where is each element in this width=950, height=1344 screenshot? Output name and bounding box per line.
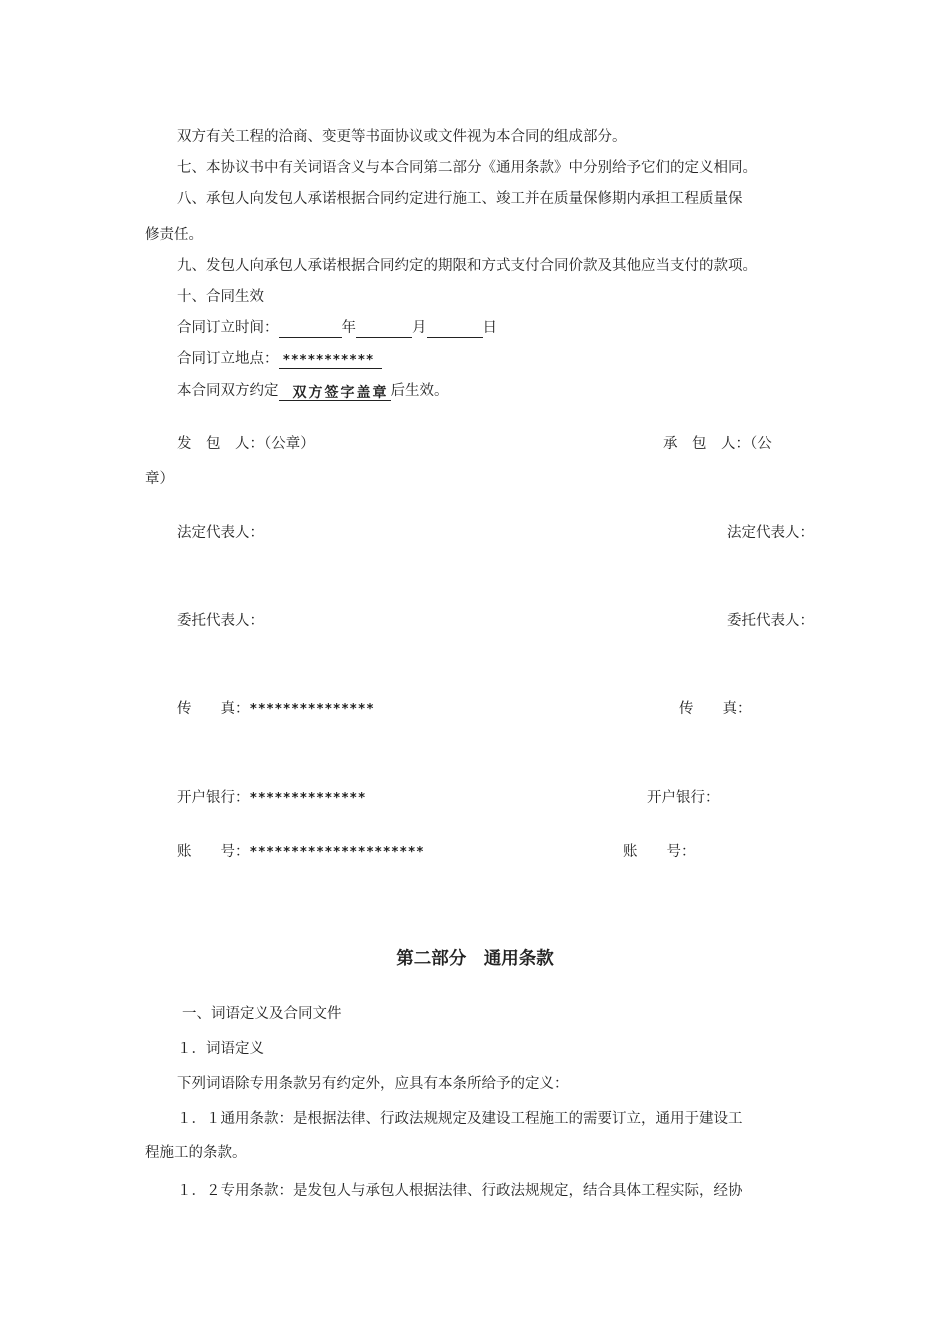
employer-fax-label: 传 真：	[177, 701, 250, 717]
contract-date-line	[177, 318, 497, 338]
section-heading: 第二部分 通用条款	[396, 949, 554, 969]
contractor-agent-label: 委托代表人：	[727, 613, 814, 629]
employer-legal-rep-label: 法定代表人：	[177, 525, 264, 541]
month-blank[interactable]	[356, 320, 412, 338]
contract-place-line	[177, 349, 382, 369]
contractor-bank-label: 开户银行：	[647, 790, 720, 806]
employer-bank-line	[177, 788, 366, 809]
definition-1-1-line1: １．１通用条款：是根据法律、行政法规规定及建设工程施工的需要订立，通用于建设工	[177, 1111, 743, 1127]
paragraph-eight-line1: 八、承包人向发包人承诺根据合同约定进行施工、竣工并在质量保修期内承担工程质量保	[177, 191, 743, 207]
contractor-account-label: 账 号：	[623, 844, 696, 860]
clause-1-title: １．词语定义	[177, 1041, 264, 1057]
month-label: 月	[412, 320, 427, 336]
employer-bank-value: **************	[249, 791, 367, 806]
contract-place-label: 合同订立地点：	[177, 351, 279, 367]
employer-seal-label: 发 包 人：（公章）	[177, 436, 315, 452]
contract-date-label: 合同订立时间：	[177, 320, 279, 336]
definitions-intro: 下列词语除专用条款另有约定外，应具有本条所给予的定义：	[177, 1076, 569, 1092]
year-label: 年	[341, 320, 356, 336]
effective-line	[177, 381, 449, 401]
day-label: 日	[482, 320, 497, 336]
paragraph-supplement: 双方有关工程的洽商、变更等书面协议或文件视为本合同的组成部分。	[177, 129, 627, 145]
paragraph-eight-line2: 修责任。	[145, 227, 203, 243]
employer-account-label: 账 号：	[177, 844, 250, 860]
day-blank[interactable]	[427, 320, 483, 338]
contractor-legal-rep-label: 法定代表人：	[727, 525, 814, 541]
employer-fax-value: ***************	[249, 702, 375, 717]
definition-1-1-line2: 程施工的条款。	[145, 1145, 247, 1161]
clause-one-heading: 一、词语定义及合同文件	[182, 1006, 342, 1022]
effective-prefix: 本合同双方约定	[177, 383, 279, 399]
employer-bank-label: 开户银行：	[177, 790, 250, 806]
employer-fax-line	[177, 699, 374, 720]
definition-1-2-line1: １．２专用条款：是发包人与承包人根据法律、行政法规规定，结合具体工程实际，经协	[177, 1183, 743, 1199]
paragraph-seven: 七、本协议书中有关词语含义与本合同第二部分《通用条款》中分别给予它们的定义相同。	[177, 160, 757, 176]
employer-account-value: *********************	[249, 845, 425, 860]
employer-agent-label: 委托代表人：	[177, 613, 264, 629]
effective-condition-value: 双方签字盖章	[279, 383, 391, 401]
employer-account-line	[177, 842, 424, 863]
paragraph-nine: 九、发包人向承包人承诺根据合同约定的期限和方式支付合同价款及其他应当支付的款项。	[177, 258, 757, 274]
contract-place-value: ***********	[279, 351, 383, 369]
contractor-seal-label-cont: 章）	[145, 471, 174, 487]
contractor-fax-label: 传 真：	[679, 701, 752, 717]
effective-suffix: 后生效。	[390, 383, 449, 399]
year-blank[interactable]	[279, 320, 342, 338]
paragraph-ten: 十、合同生效	[177, 289, 264, 305]
contractor-seal-label: 承 包 人：（公	[663, 436, 772, 452]
